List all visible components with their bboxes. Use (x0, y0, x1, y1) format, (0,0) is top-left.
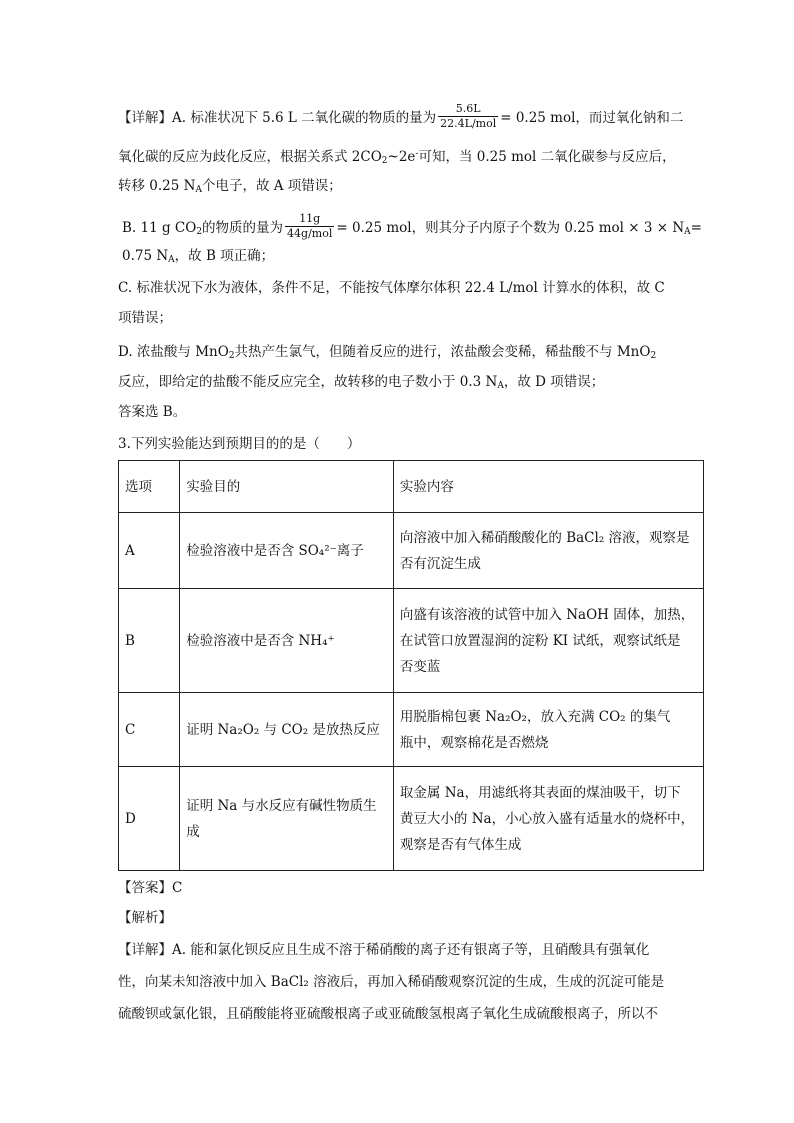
text: 0.75 N (122, 248, 169, 264)
subscript: 2 (228, 351, 235, 361)
analysis-line: 硫酸钡或氯化银，且硝酸能将亚硫酸根离子或亚硫酸氢根离子氧化生成硫酸根离子，所以不 (118, 1006, 658, 1022)
subscript: A (497, 381, 504, 391)
detail-line-a3 (118, 176, 342, 200)
table-header-cell: 实验目的 (180, 461, 394, 513)
superscript: - (415, 149, 419, 159)
content-cell (393, 513, 703, 589)
text: ，故 D 项错误； (503, 374, 605, 390)
table-header-cell: 选项 (119, 461, 180, 513)
answer-label: 【答案】C (118, 880, 183, 896)
table-row (119, 513, 704, 589)
text: B. 11 g CO (122, 220, 197, 236)
content-line: 观察是否有气体生成 (399, 836, 522, 853)
content-line: 否变蓝 (399, 658, 441, 675)
analysis-line: 性，向某未知溶液中加入 BaCl₂ 溶液后，再加入稀硝酸观察沉淀的生成，生成的沉淀可能是 (118, 974, 665, 990)
text: 氧化碳的反应为歧化反应，根据关系式 2CO (118, 149, 382, 165)
option-cell: A (119, 513, 180, 589)
content-line: 取金属 Na，用滤纸将其表面的煤油吸干，切下 (399, 784, 681, 801)
text: 共热产生氯气，但随着反应的进行，浓盐酸会变稀，稀盐酸不与 MnO (234, 344, 651, 360)
option-cell: D (119, 767, 180, 871)
text: 【详解】A. 标准状况下 5.6 L 二氧化碳的物质的量为 (118, 110, 437, 126)
subscript: 2 (196, 227, 203, 237)
experiment-table (118, 460, 704, 871)
content-cell (393, 693, 703, 767)
analysis-label: 【解析】 (118, 910, 172, 926)
content-cell (393, 589, 703, 693)
table-row (119, 693, 704, 767)
content-cell (393, 767, 703, 871)
purpose-line: 成 (186, 823, 200, 840)
text: 反应，即给定的盐酸不能反应完全，故转移的电子数小于 0.3 N (118, 374, 498, 390)
purpose-cell: 检验溶液中是否含 NH₄⁺ (180, 589, 394, 693)
subscript: A (684, 227, 691, 237)
subscript: A (168, 255, 175, 265)
subscript: 2 (650, 351, 657, 361)
table-row (119, 767, 704, 871)
table-header-cell: 实验内容 (393, 461, 703, 513)
analysis-line: 【详解】A. 能和氯化钡反应且生成不溶于稀硝酸的离子还有银离子等，且硝酸具有强氧化 (118, 942, 650, 958)
text: 个电子，故 A 项错误； (201, 178, 342, 194)
fraction-denominator: 44g/mol (287, 227, 333, 240)
fraction-11-over-44 (285, 212, 334, 241)
purpose-line: 证明 Na 与水反应有碱性物质生 (186, 797, 377, 814)
subscript: A (195, 185, 202, 195)
table-header-row (119, 461, 704, 513)
detail-line-d2 (118, 372, 604, 396)
table-row (119, 589, 704, 693)
content-line: 向溶液中加入稀硝酸酸化的 BaCl₂ 溶液，观察是 (399, 529, 690, 546)
detail-line-a2 (118, 144, 676, 171)
fraction-numerator: 11g (285, 212, 334, 227)
detail-line-a1 (118, 104, 683, 133)
answer-choice-line: 答案选 B。 (118, 404, 187, 420)
text: 可知，当 0.25 mol 二氧化碳参与反应后， (418, 149, 676, 165)
detail-line-c1: C. 标准状况下水为液体，条件不足，不能按气体摩尔体积 22.4 L/mol 计算水的体积，故 C (118, 280, 665, 296)
question-title: 3.下列实验能达到预期目的的是（ ） (118, 436, 361, 452)
fraction-5.6-over-22.4 (438, 102, 498, 131)
purpose-cell: 证明 Na₂O₂ 与 CO₂ 是放热反应 (180, 693, 394, 767)
subscript: 2 (381, 156, 388, 166)
option-cell: C (119, 693, 180, 767)
content-line: 瓶中，观察棉花是否燃烧 (399, 734, 549, 751)
detail-line-c2: 项错误； (118, 310, 172, 326)
text: ，故 B 项正确； (174, 248, 275, 264)
detail-line-b2 (122, 246, 274, 270)
content-line: 在试管口放置湿润的淀粉 KI 试纸，观察试纸是 (399, 632, 681, 649)
content-line: 否有沉淀生成 (399, 555, 481, 572)
purpose-cell: 检验溶液中是否含 SO₄²⁻离子 (180, 513, 394, 589)
text: = (690, 220, 702, 236)
detail-line-b1 (122, 214, 702, 243)
purpose-cell (180, 767, 394, 871)
text: 转移 0.25 N (118, 178, 196, 194)
text: 的物质的量为 (202, 220, 284, 236)
content-line: 向盛有该溶液的试管中加入 NaOH 固体，加热， (399, 606, 695, 623)
content-line: 黄豆大小的 Na，小心放入盛有适量水的烧杯中， (399, 810, 695, 827)
text: D. 浓盐酸与 MnO (118, 344, 229, 360)
fraction-numerator: 5.6L (438, 102, 498, 117)
fraction-denominator: 22.4L/mol (440, 117, 497, 130)
text: = 0.25 mol，则其分子内原子个数为 0.25 mol × 3 × N (336, 220, 685, 236)
text: ~2e (387, 149, 416, 165)
option-cell: B (119, 589, 180, 693)
detail-line-d1 (118, 342, 656, 366)
text: = 0.25 mol，而过氧化钠和二 (500, 110, 684, 126)
content-line: 用脱脂棉包裹 Na₂O₂，放入充满 CO₂ 的集气 (399, 708, 671, 725)
